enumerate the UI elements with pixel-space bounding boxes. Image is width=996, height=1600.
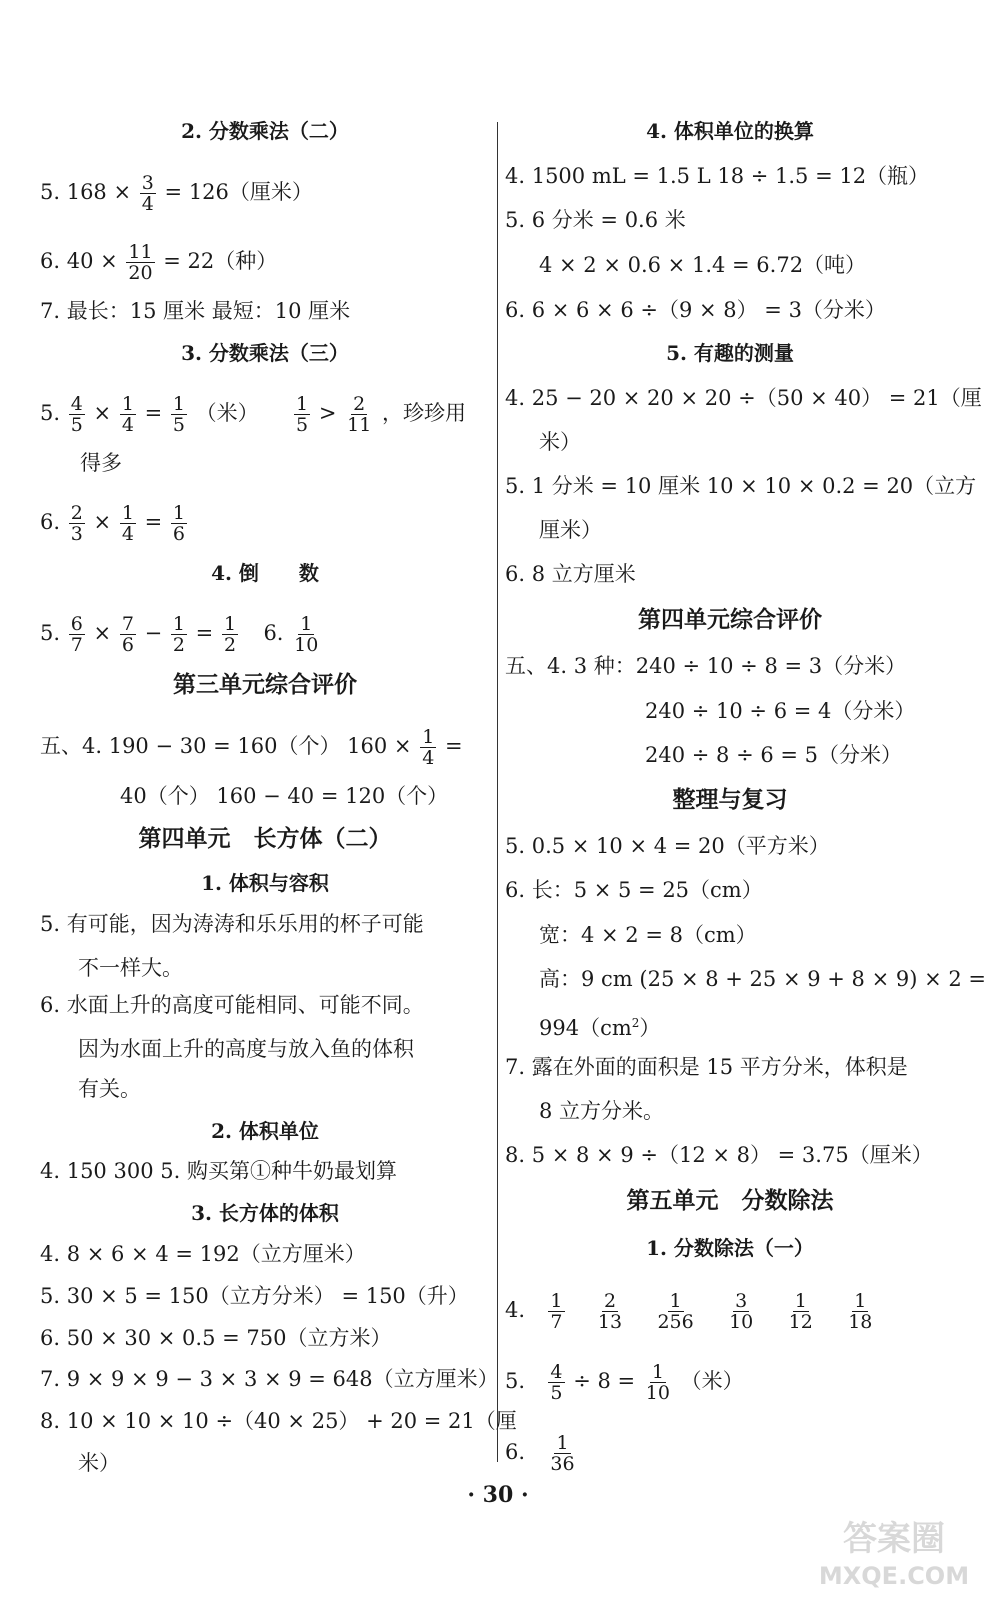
answer-line: 8. 10 × 10 × 10 ÷（40 × 25） + 20 = 21（厘 bbox=[40, 1409, 517, 1433]
answer-line: 4. 8 × 6 × 4 = 192（立方厘米） bbox=[40, 1242, 366, 1266]
unit-review-title: 第三单元综合评价 bbox=[173, 671, 357, 698]
answer-line: 高：9 cm (25 × 8 + 25 × 9 + 8 × 9) × 2 = bbox=[539, 967, 986, 991]
fraction: $\frac{1}{36}$ bbox=[550, 1432, 575, 1475]
section-title: 2. 体积单位 bbox=[211, 1119, 319, 1143]
fraction: $\frac{11}{20}$ bbox=[128, 241, 153, 284]
fraction: $\frac{7}{6}$ bbox=[121, 613, 134, 656]
fraction: $\frac{1}{10}$ bbox=[294, 613, 319, 656]
fraction: $\frac{6}{7}$ bbox=[70, 613, 83, 656]
fraction: $\frac{1}{5}$ bbox=[296, 393, 309, 436]
fraction: $\frac{1}{2}$ bbox=[172, 613, 185, 656]
fraction: $\frac{1}{7}$ bbox=[550, 1290, 563, 1333]
answer-line: 5. $\frac{4}{5}$ × $\frac{1}{4}$ = $\frac{1}{5}$ （米） $\frac{1}{5}$ > $\frac{2}{11}$ ，珍珍用 bbox=[40, 393, 466, 436]
fraction: $\frac{3}{4}$ bbox=[141, 172, 154, 215]
answer-line: 4. $\frac{1}{7}$ $\frac{2}{13}$ $\frac{1}{256}$ $\frac{3}{10}$ $\frac{1}{12}$ $\frac{1}{18}$ bbox=[505, 1290, 873, 1333]
answer-line: 8 立方分米。 bbox=[539, 1099, 665, 1123]
answer-line: 厘米） bbox=[539, 518, 602, 542]
answer-line: 五、4. 3 种：240 ÷ 10 ÷ 8 = 3（分米） bbox=[505, 654, 907, 678]
unit-review-title: 第四单元综合评价 bbox=[638, 606, 822, 633]
answer-line: 6. 长：5 × 5 = 25（cm） bbox=[505, 878, 763, 902]
answer-line: 240 ÷ 8 ÷ 6 = 5（分米） bbox=[645, 743, 903, 767]
answer-line: 4. 150 300 5. 购买第①种牛奶最划算 bbox=[40, 1159, 397, 1183]
section-title: 4. 倒 数 bbox=[211, 561, 319, 585]
fraction: $\frac{2}{11}$ bbox=[347, 393, 372, 436]
answer-line: 米） bbox=[539, 430, 581, 454]
fraction: $\frac{1}{4}$ bbox=[422, 726, 435, 769]
section-title: 5. 有趣的测量 bbox=[666, 341, 794, 365]
answer-line: 宽：4 × 2 = 8（cm） bbox=[539, 923, 757, 947]
svg-text:答案圈: 答案圈 bbox=[843, 1519, 945, 1559]
answer-line: 40（个） 160 − 40 = 120（个） bbox=[120, 784, 449, 808]
svg-text:MXQE.COM: MXQE.COM bbox=[818, 1562, 970, 1590]
review-title: 整理与复习 bbox=[672, 786, 788, 813]
fraction: $\frac{1}{10}$ bbox=[645, 1361, 670, 1404]
section-title: 2. 分数乘法（二） bbox=[181, 119, 349, 143]
page-number: · 30 · bbox=[467, 1482, 529, 1508]
unit-title: 第五单元 分数除法 bbox=[626, 1187, 834, 1214]
answer-line: 7. 9 × 9 × 9 − 3 × 3 × 9 = 648（立方厘米） bbox=[40, 1367, 499, 1391]
answer-line: $994(cm^2)$ bbox=[539, 1016, 661, 1040]
answer-line: 因为水面上升的高度与放入鱼的体积 bbox=[78, 1037, 414, 1061]
fraction: $\frac{1}{4}$ bbox=[121, 393, 134, 436]
answer-line: 5. 6 分米 = 0.6 米 bbox=[505, 208, 686, 232]
answer-line: 5. $\frac{6}{7}$ × $\frac{7}{6}$ − $\frac{1}{2}$ = $\frac{1}{2}$ 6. $\frac{1}{10}$ bbox=[40, 613, 319, 656]
answer-line: 5. $\frac{4}{5}$ ÷ 8 = $\frac{1}{10}$ （米） bbox=[505, 1361, 744, 1404]
answer-line: 7. 露在外面的面积是 15 平方分米，体积是 bbox=[505, 1055, 908, 1079]
fraction: $\frac{2}{3}$ bbox=[70, 502, 83, 545]
answer-line: 6. 6 × 6 × 6 ÷（9 × 8） = 3（分米） bbox=[505, 298, 886, 322]
answer-line: 5. 0.5 × 10 × 4 = 20（平方米） bbox=[505, 834, 830, 858]
section-title: 3. 分数乘法（三） bbox=[181, 341, 349, 365]
fraction: $\frac{4}{5}$ bbox=[550, 1361, 563, 1404]
answer-line: 5. 1 分米 = 10 厘米 10 × 10 × 0.2 = 20（立方 bbox=[505, 474, 977, 498]
fraction: $\frac{1}{4}$ bbox=[121, 502, 134, 545]
answer-line: 6. $\frac{1}{36}$ bbox=[505, 1432, 575, 1475]
section-title: 1. 分数除法（一） bbox=[646, 1236, 814, 1260]
answer-line: 6. 50 × 30 × 0.5 = 750（立方米） bbox=[40, 1326, 392, 1350]
section-title: 4. 体积单位的换算 bbox=[646, 119, 814, 143]
answer-line: 6. 水面上升的高度可能相同、可能不同。 bbox=[40, 993, 424, 1017]
unit-title: 第四单元 长方体（二） bbox=[138, 825, 392, 852]
answer-line: 4. 25 − 20 × 20 × 20 ÷（50 × 40） = 21（厘 bbox=[505, 386, 982, 410]
section-title: 1. 体积与容积 bbox=[201, 871, 329, 895]
answer-line: 7. 最长：15 厘米 最短：10 厘米 bbox=[40, 299, 351, 323]
answer-line: 6. $\frac{2}{3}$ × $\frac{1}{4}$ = $\frac{1}{6}$ bbox=[40, 502, 185, 545]
fraction: $\frac{3}{10}$ bbox=[729, 1290, 754, 1333]
fraction: $\frac{1}{6}$ bbox=[172, 502, 185, 545]
answer-line: 不一样大。 bbox=[78, 956, 183, 980]
answer-line: 6. 40 × $\frac{11}{20}$ = 22（种） bbox=[40, 241, 278, 284]
answer-line: 5. 30 × 5 = 150（立方分米） = 150（升） bbox=[40, 1284, 469, 1308]
answer-line: 4 × 2 × 0.6 × 1.4 = 6.72（吨） bbox=[539, 253, 867, 277]
fraction: $\frac{1}{256}$ bbox=[657, 1290, 694, 1333]
answer-line: 得多 bbox=[80, 451, 122, 475]
answer-line: 8. 5 × 8 × 9 ÷（12 × 8） = 3.75（厘米） bbox=[505, 1143, 933, 1167]
section-title: 3. 长方体的体积 bbox=[191, 1201, 339, 1225]
column-divider bbox=[497, 122, 498, 1462]
fraction: $\frac{1}{5}$ bbox=[172, 393, 185, 436]
answer-line: 五、4. 190 − 30 = 160（个） 160 × $\frac{1}{4}$ = bbox=[40, 726, 463, 769]
answer-line: 240 ÷ 10 ÷ 6 = 4（分米） bbox=[645, 699, 916, 723]
fraction: $\frac{2}{13}$ bbox=[597, 1290, 623, 1333]
fraction: $\frac{4}{5}$ bbox=[70, 393, 83, 436]
fraction: $\frac{1}{12}$ bbox=[788, 1290, 813, 1333]
answer-line: 4. 1500 mL = 1.5 L 18 ÷ 1.5 = 12（瓶） bbox=[505, 164, 930, 188]
answer-line: 5. 168 × $\frac{3}{4}$ = 126（厘米） bbox=[40, 172, 313, 215]
answer-line: 6. 8 立方厘米 bbox=[505, 562, 636, 586]
watermark-logo bbox=[814, 1510, 974, 1592]
fraction: $\frac{1}{18}$ bbox=[848, 1290, 873, 1333]
answer-line: 5. 有可能，因为涛涛和乐乐用的杯子可能 bbox=[40, 912, 424, 936]
answer-line: 有关。 bbox=[78, 1077, 141, 1101]
answer-line: 米） bbox=[78, 1451, 120, 1475]
fraction: $\frac{1}{2}$ bbox=[223, 613, 237, 656]
